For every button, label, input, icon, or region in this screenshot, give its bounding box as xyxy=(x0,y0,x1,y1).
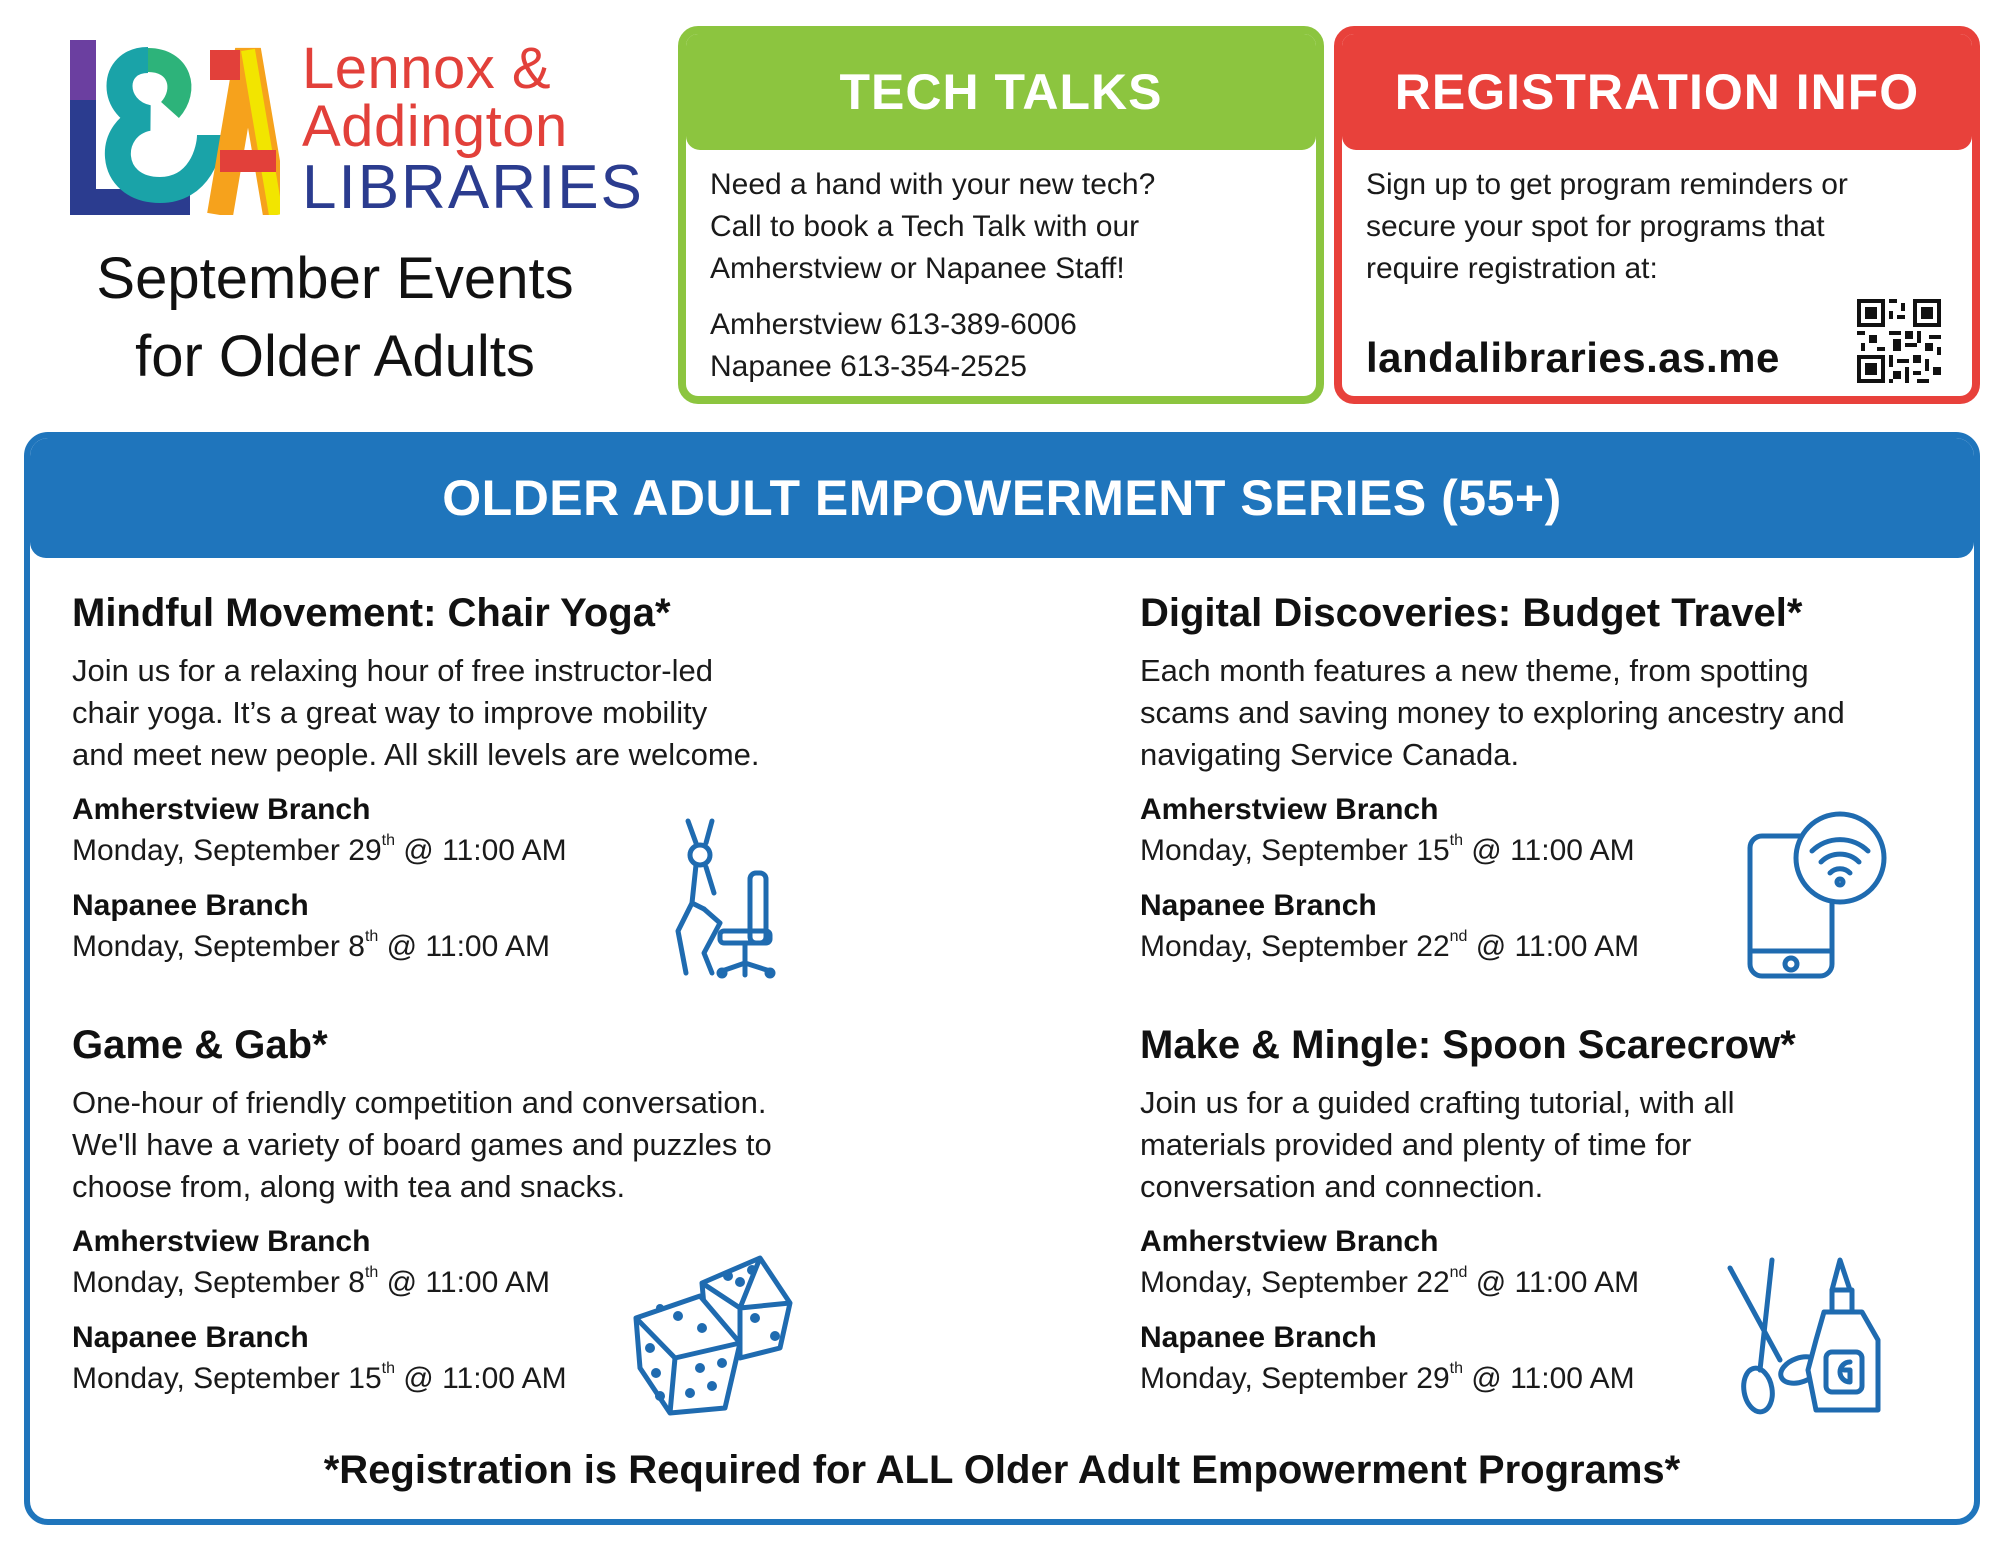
program-title: Digital Discoveries: Budget Travel* xyxy=(1140,591,1803,635)
description-line: conversation and connection. xyxy=(1140,1169,1544,1204)
date-suffix: th xyxy=(381,1360,395,1377)
registration-title: REGISTRATION INFO xyxy=(1342,34,1972,150)
tech-talks-text-2: Call to book a Tech Talk with our xyxy=(710,210,1140,243)
tech-talks-text-1: Need a hand with your new tech? xyxy=(710,168,1156,201)
description-line: We'll have a variety of board games and puzzles to xyxy=(72,1127,772,1162)
series-title: OLDER ADULT EMPOWERMENT SERIES (55+) xyxy=(30,438,1974,558)
phone-amherstview[interactable]: Amherstview 613-389-6006 xyxy=(710,308,1077,341)
date-suffix: th xyxy=(381,832,395,849)
date-suffix: th xyxy=(364,928,379,945)
branch-name: Amherstview Branch xyxy=(72,793,371,826)
registration-card xyxy=(1334,26,1980,404)
time-text: @ 11:00 AM xyxy=(378,1266,550,1299)
description-line: scams and saving money to exploring ancestry and xyxy=(1140,695,1845,730)
empowerment-series-panel xyxy=(24,432,1980,1525)
description-line: navigating Service Canada. xyxy=(1140,737,1520,772)
program-chair-yoga xyxy=(72,588,952,968)
program-title: Game & Gab* xyxy=(72,1023,328,1067)
page-title-line-1: September Events xyxy=(96,246,574,311)
description-line: Each month features a new theme, from spotting xyxy=(1140,653,1809,688)
description-line: chair yoga. It’s a great way to improve mobility xyxy=(72,695,708,730)
date-suffix: nd xyxy=(1449,928,1468,945)
scissors-glue-icon xyxy=(1720,1250,1910,1420)
program-description xyxy=(1140,1082,1980,1208)
event-date xyxy=(72,926,952,968)
logo-line-1: Lennox & xyxy=(302,36,552,101)
description-line: materials provided and plenty of time for xyxy=(1140,1127,1692,1162)
time-text: @ 11:00 AM xyxy=(378,930,550,963)
page-title xyxy=(40,240,630,396)
registration-url-link[interactable]: landalibraries.as.me xyxy=(1366,334,1780,381)
logo-mark-icon xyxy=(70,40,280,215)
time-text: @ 11:00 AM xyxy=(394,834,567,867)
branch-name: Napanee Branch xyxy=(72,889,309,922)
date-text: Monday, September 15 xyxy=(1140,834,1450,867)
branch-name: Amherstview Branch xyxy=(72,1225,371,1258)
library-logo xyxy=(70,36,644,222)
branch-name: Amherstview Branch xyxy=(1140,793,1439,826)
date-text: Monday, September 15 xyxy=(72,1362,382,1395)
description-line: Join us for a relaxing hour of free instructor-led xyxy=(72,653,713,688)
registration-text-1: Sign up to get program reminders or xyxy=(1366,168,1848,201)
date-text: Monday, September 22 xyxy=(1140,930,1450,963)
time-text: @ 11:00 AM xyxy=(1467,930,1640,963)
date-text: Monday, September 8 xyxy=(72,930,365,963)
branch-name: Napanee Branch xyxy=(1140,889,1377,922)
description-line: One-hour of friendly competition and conversation. xyxy=(72,1085,767,1120)
description-line: choose from, along with tea and snacks. xyxy=(72,1169,626,1204)
chair-yoga-icon xyxy=(660,813,800,983)
logo-line-3: LIBRARIES xyxy=(302,153,644,222)
phone-wifi-icon xyxy=(1740,806,1890,986)
branch-name: Amherstview Branch xyxy=(1140,1225,1439,1258)
date-text: Monday, September 29 xyxy=(1140,1362,1450,1395)
program-description xyxy=(72,1082,952,1208)
dice-icon xyxy=(630,1248,830,1418)
logo-line-2: Addington xyxy=(302,94,568,159)
qr-code-icon[interactable] xyxy=(1857,299,1941,383)
date-suffix: th xyxy=(1449,1360,1463,1377)
registration-required-note: *Registration is Required for ALL Older Adult Empowerment Programs* xyxy=(323,1448,1681,1492)
tech-talks-text-3: Amherstview or Napanee Staff! xyxy=(710,252,1125,285)
time-text: @ 11:00 AM xyxy=(394,1362,567,1395)
time-text: @ 11:00 AM xyxy=(1462,1362,1635,1395)
date-text: Monday, September 8 xyxy=(72,1266,365,1299)
tech-talks-card xyxy=(678,26,1324,404)
page-title-line-2: for Older Adults xyxy=(135,324,535,389)
branch-name: Napanee Branch xyxy=(1140,1321,1377,1354)
branch-name: Napanee Branch xyxy=(72,1321,309,1354)
description-line: Join us for a guided crafting tutorial, with all xyxy=(1140,1085,1735,1120)
date-suffix: nd xyxy=(1449,1264,1468,1281)
program-title: Make & Mingle: Spoon Scarecrow* xyxy=(1140,1023,1796,1067)
registration-text-2: secure your spot for programs that xyxy=(1366,210,1825,243)
date-text: Monday, September 22 xyxy=(1140,1266,1450,1299)
time-text: @ 11:00 AM xyxy=(1467,1266,1640,1299)
time-text: @ 11:00 AM xyxy=(1462,834,1635,867)
program-title: Mindful Movement: Chair Yoga* xyxy=(72,591,671,635)
phone-napanee[interactable]: Napanee 613-354-2525 xyxy=(710,350,1027,383)
registration-text-3: require registration at: xyxy=(1366,252,1658,285)
program-description xyxy=(1140,650,1980,776)
program-description xyxy=(72,650,952,776)
tech-talks-title: TECH TALKS xyxy=(686,34,1316,150)
date-suffix: th xyxy=(1449,832,1463,849)
description-line: and meet new people. All skill levels are welcome. xyxy=(72,737,760,772)
event-date xyxy=(72,830,952,872)
date-suffix: th xyxy=(364,1264,379,1281)
date-text: Monday, September 29 xyxy=(72,834,382,867)
